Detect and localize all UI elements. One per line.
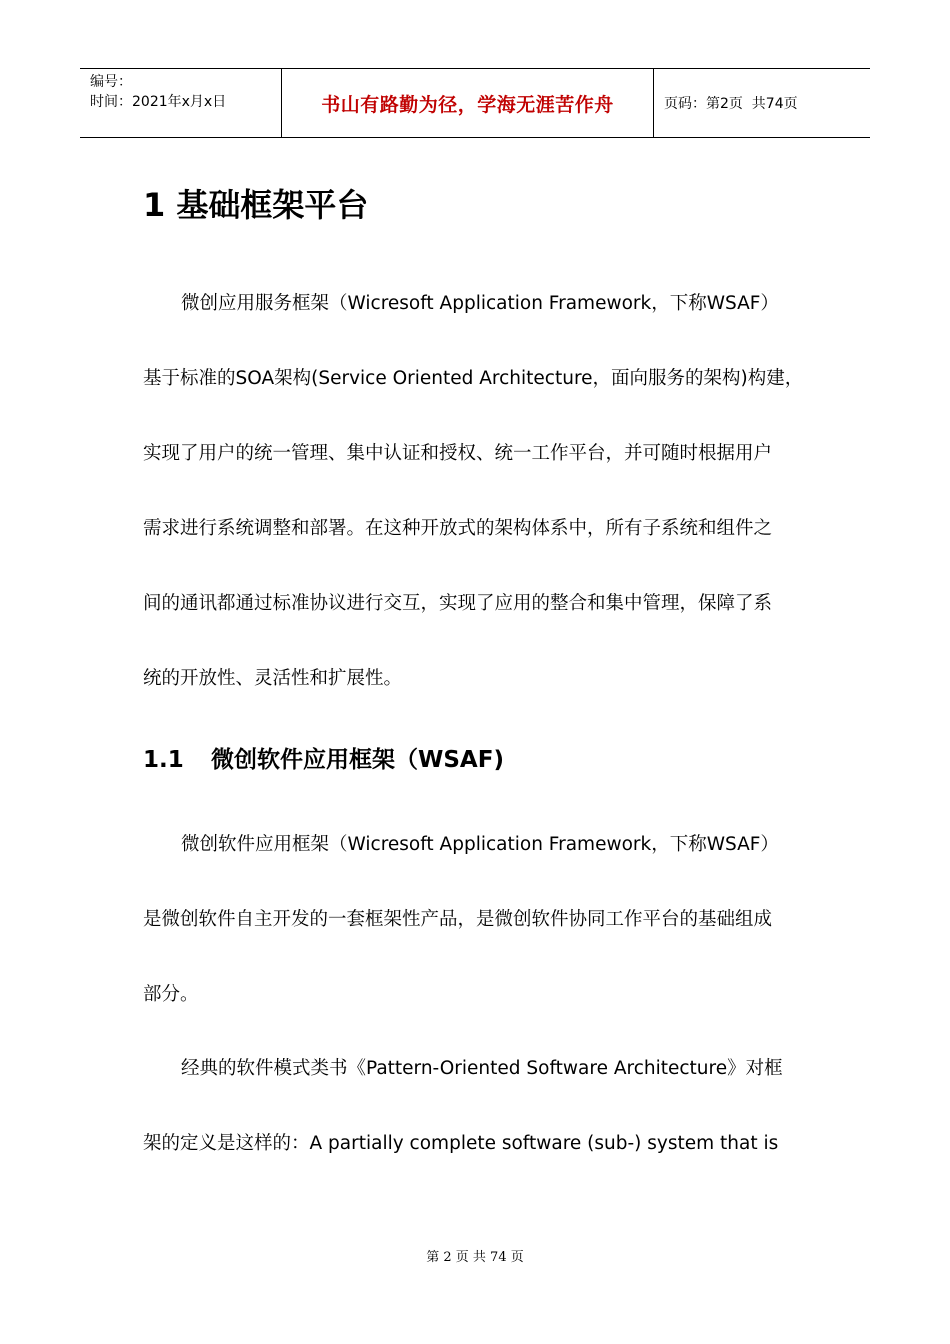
paragraph-line: 统的开放性、灵活性和扩展性。 (143, 668, 403, 689)
paragraph-line: 是微创软件自主开发的一套框架性产品，是微创软件协同工作平台的基础组成 (143, 909, 773, 930)
paragraph-line: 部分。 (143, 984, 199, 1005)
paragraph-line: 间的通讯都通过标准协议进行交互，实现了应用的整合和集中管理，保障了系 (143, 593, 773, 614)
paragraph-line: 经典的软件模式类书《Pattern-Oriented Software Architecture》对框 (181, 1058, 783, 1079)
page-header (80, 68, 870, 138)
motto-text: 书山有路勤为径，学海无涯苦作舟 (321, 93, 614, 116)
paragraph-line: 实现了用户的统一管理、集中认证和授权、统一工作平台，并可随时根据用户 (143, 443, 773, 464)
paragraph-line: 基于标准的SOA架构(Service Oriented Architecture，面向服务的架构)构建， (143, 368, 804, 389)
paragraph-line: 需求进行系统调整和部署。在这种开放式的架构体系中，所有子系统和组件之 (143, 518, 773, 539)
header-meta (80, 69, 281, 137)
subsection-number: 1.1 (143, 747, 184, 773)
header-page-info: 页码：第2页 共74页 (664, 96, 798, 112)
subsection-title: 微创软件应用框架（WSAF) (211, 747, 504, 773)
paragraph-line: 架的定义是这样的：A partially complete software (sub-) system that is (143, 1133, 779, 1154)
header-motto (281, 69, 654, 137)
subsection-paragraph-1 (143, 807, 813, 1032)
page-footer: 第 2 页 共 74 页 (426, 1250, 524, 1265)
section-paragraph (143, 266, 813, 716)
paragraph-line: 微创应用服务框架（Wicresoft Application Framework，下称WSAF） (181, 293, 779, 314)
serial-label: 编号： (90, 74, 132, 90)
subsection-heading (143, 739, 504, 781)
paragraph-line: 微创软件应用框架（Wicresoft Application Framework，下称WSAF） (181, 834, 779, 855)
subsection-paragraph-2 (143, 1031, 813, 1181)
section-heading: 1 基础框架平台 (143, 186, 369, 224)
time-label: 时间：2021年x月x日 (90, 94, 227, 110)
